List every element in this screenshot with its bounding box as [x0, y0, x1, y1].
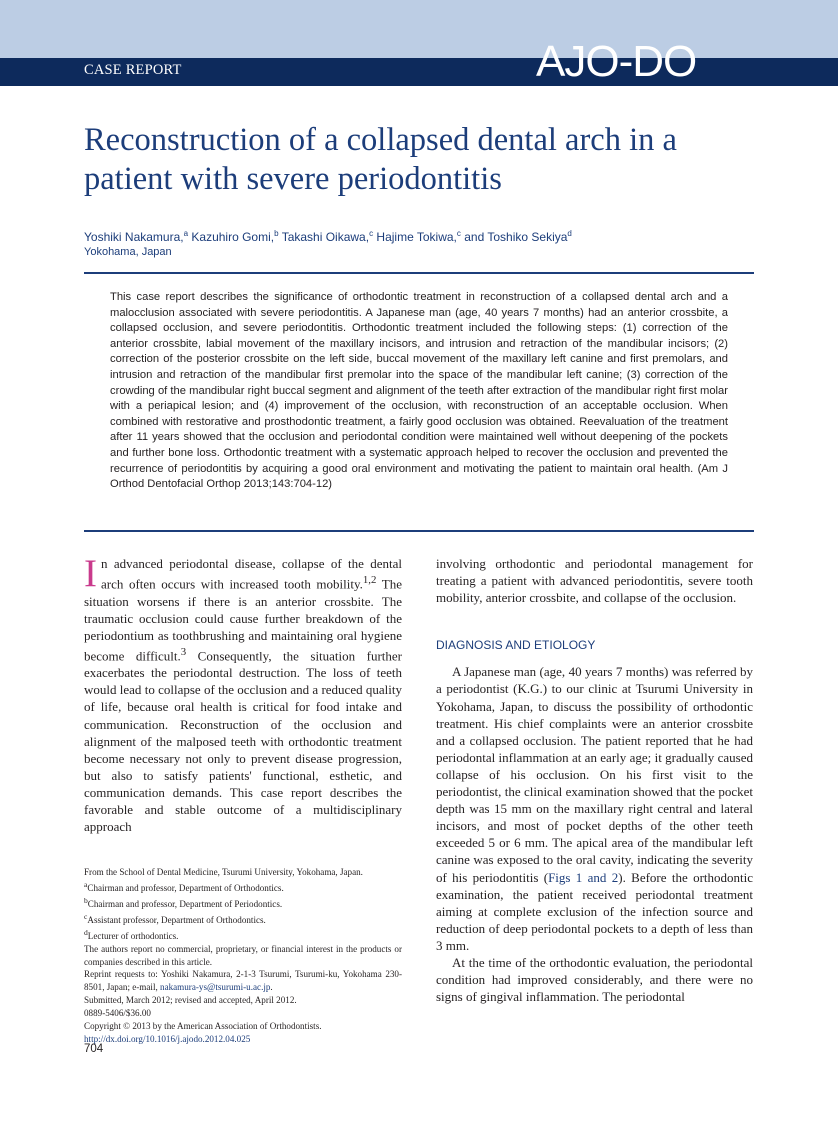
affiliation-mark: d	[567, 229, 572, 238]
text-run: .	[270, 982, 273, 993]
text-run: Reprint requests to: Yoshiki Nakamura, 2-1-3 Tsurumi, Tsurumi-ku, Yokohama 230-8501, Japan; e-mail,	[84, 969, 402, 993]
abstract: This case report describes the significance of orthodontic treatment in reconstruction of a collapsed dental arch and a malocclusion associated with severe periodontitis. A Japanese man (age, 40 years 7 months) had an anterior crossbite, a collapsed occlusion, and severe periodontitis. Orthodontic treatment included the following steps: (1) correction of the anterior crossbite, labial movement of the maxillary incisors, and intrusion and retraction of the mandibular incisors; (2) correction of the posterior crossbite on the left side, buccal movement of the maxillary left canine and first premolars, and intrusion and retraction of the mandibular first premolar into the space of the mandibular left canine; (3) correction of the crowding of the mandibular right buccal segment and alignment of the teeth after extraction of the mandibular right first molar with a periapical lesion; and (4) improvement of the occlusion, with reconstruction of an acceptable occlusion. When combined with restorative and prosthodontic treatment, a fairly good occlusion was obtained. Reevaluation of the treatment after 11 years showed that the occlusion and periodontal condition were maintained well without deepening of the pockets and further bone loss. Orthodontic treatment with a systematic approach helped to recover the occlusion and prevented the recurrence of periodontitis by acquiring a good oral environment and motivating the patient to maintain oral health. (Am J Orthod Dentofacial Orthop 2013;143:704-12)	[110, 291, 728, 491]
affiliation-mark: a	[84, 879, 88, 889]
footnote-from: From the School of Dental Medicine, Tsurumi University, Yokohama, Japan.	[84, 867, 363, 877]
footnote-issn: 0889-5406/$36.00	[84, 1008, 151, 1019]
author-list	[84, 229, 572, 244]
diagnosis-paragraph	[436, 663, 753, 954]
abstract-bottom-rule	[84, 530, 754, 532]
page-number: 704	[84, 1043, 104, 1055]
affiliation-mark: d	[84, 927, 88, 937]
affiliation-text: Lecturer of orthodontics.	[87, 930, 179, 941]
affiliation-text: Chairman and professor, Department of Periodontics.	[87, 898, 283, 909]
author: Takashi Oikawa,	[281, 230, 370, 244]
footnote-affiliation	[84, 927, 402, 943]
footnote-submitted: Submitted, March 2012; revised and accepted, April 2012.	[84, 995, 297, 1006]
affiliation-mark: b	[84, 895, 88, 905]
diagnosis-paragraph-2: At the time of the orthodontic evaluation, the periodontal condition had improved considerably, and there were no signs of gingival inflammation. The periodontal	[436, 954, 753, 1005]
affiliation-mark: a	[183, 229, 189, 238]
affiliation-mark: c	[456, 229, 461, 238]
body-column-right	[436, 555, 753, 1005]
footnotes	[84, 866, 402, 1046]
author: Yoshiki Nakamura,	[84, 230, 184, 244]
figure-link[interactable]: Figs 1 and 2	[548, 869, 619, 885]
text-run: The situation worsens if there is an anterior crossbite. The traumatic occlusion could cause further breakdown of the periodontium as toothbrushing and maintaining oral hygiene become difficult.	[84, 576, 402, 664]
text-run: Consequently, the situation further exacerbates the periodontal destruction. The loss of teeth would lead to collapse of the occlusion and a reduced quality of life, because oral health is critical for food intake and communication. Reconstruction of the occlusion and alignment of the malposed teeth with orthodontic treatment become necessary not only to prevent disease progression, but also to satisfy patients' functional, esthetic, and communication demands. This case report describes the favorable and stable outcome of a multidisciplinary approach	[84, 648, 402, 835]
footnote-copyright: Copyright © 2013 by the American Association of Orthodontists.	[84, 1021, 322, 1032]
footnote-affiliation	[84, 879, 402, 895]
author: Kazuhiro Gomi,	[191, 230, 275, 244]
section-label: CASE REPORT	[84, 62, 182, 78]
footnote-reprint	[84, 968, 402, 994]
affiliation-text: Chairman and professor, Department of Orthodontics.	[87, 882, 284, 893]
section-heading: DIAGNOSIS AND ETIOLOGY	[436, 638, 596, 653]
affiliation-mark: c	[369, 229, 374, 238]
affiliation-mark: b	[274, 229, 279, 238]
text-run: n advanced periodontal disease, collapse of the dental arch often occurs with increased tooth mobility.	[101, 556, 402, 592]
text-run: ). Before the orthodontic examination, the patient received periodontal treatment aiming at complete exclusion of the infection source and reduction of deep periodontal pockets to a depth of less than 3 mm.	[436, 869, 754, 953]
intro-continuation: involving orthodontic and periodontal management for treating a patient with advanced periodontitis, severe tooth mobility, anterior crossbite, and collapse of the occlusion.	[436, 556, 753, 606]
abstract-top-rule	[84, 272, 754, 274]
author-location: Yokohama, Japan	[84, 246, 172, 258]
text-run: A Japanese man (age, 40 years 7 months) was referred by a periodontist (K.G.) to our clinic at Tsurumi University in Yokohama, Japan, to discuss the possibility of orthodontic treatment. His chief complaints were an anterior crossbite and a collapsed occlusion. The patient reported that he had periodontal inflammation at an early age; it gradually caused collapse of his occlusion. On his first visit to the periodontist, the clinical examination showed that the pocket depth was 15 mm on the maxillary right central and lateral incisors, and most of pocket depths of the other teeth exceeded 5 or 6 mm. The apical area of the mandibular left canine was exposed to the oral cavity, indicating the severity of his periodontitis (	[436, 664, 753, 885]
article-title: Reconstruction of a collapsed dental arch in a patient with severe periodontitis	[84, 122, 677, 197]
affiliation-text: Assistant professor, Department of Orthodontics.	[87, 914, 266, 925]
footnote-affiliation	[84, 895, 402, 911]
author: Hajime Tokiwa,	[376, 230, 457, 244]
drop-cap: I	[84, 552, 97, 595]
author: and Toshiko Sekiya	[464, 230, 568, 244]
journal-logo: AJO-DO	[536, 37, 697, 86]
footnote-disclosure: The authors report no commercial, proprietary, or financial interest in the products or companies described in this article.	[84, 943, 402, 967]
email-link[interactable]: nakamura-ys@tsurumi-u.ac.jp	[160, 982, 271, 993]
footnote-affiliation	[84, 911, 402, 927]
citation: 1,2	[362, 574, 377, 587]
citation: 3	[180, 645, 187, 658]
doi-link[interactable]: http://dx.doi.org/10.1016/j.ajodo.2012.04.025	[84, 1034, 251, 1044]
body-column-left	[84, 552, 402, 835]
header-band	[0, 0, 838, 58]
intro-paragraph	[84, 552, 402, 835]
affiliation-mark: c	[84, 911, 88, 921]
